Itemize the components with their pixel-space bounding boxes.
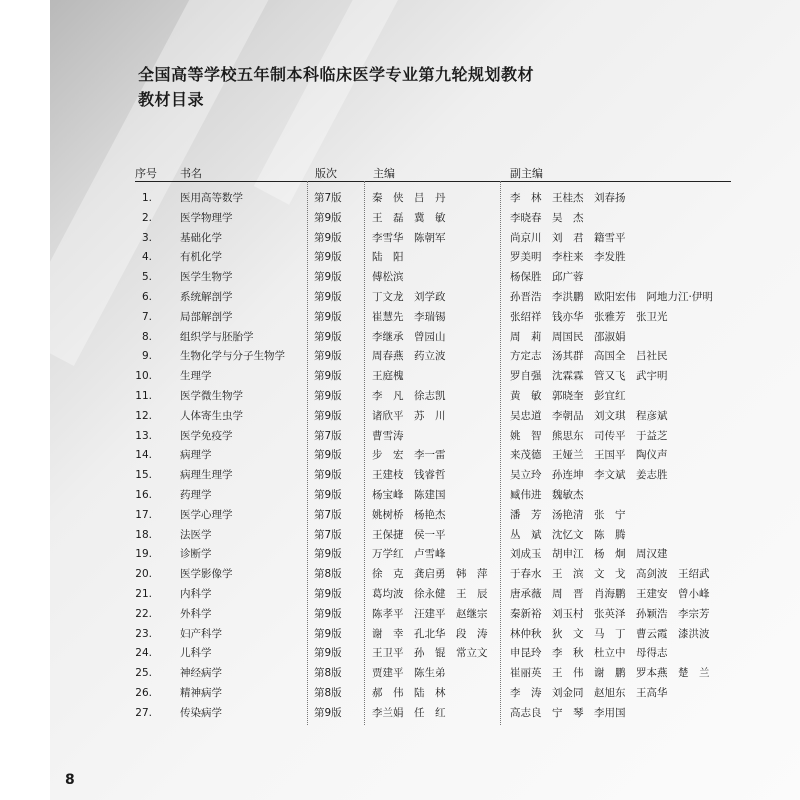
row-number: 21. bbox=[135, 588, 152, 600]
chief-editors: 王保捷 侯一平 bbox=[372, 528, 446, 541]
row-number: 1. bbox=[141, 192, 152, 204]
deputy-editors: 杨保胜 邱广蓉 bbox=[510, 271, 584, 284]
edition: 第9版 bbox=[314, 211, 342, 224]
row-number: 5. bbox=[141, 271, 152, 284]
deputy-editors: 申昆玲 李 秋 杜立中 母得志 bbox=[510, 647, 668, 660]
header-editor: 主编 bbox=[373, 167, 395, 180]
book-title: 系统解剖学 bbox=[180, 291, 233, 303]
chief-editors: 曹雪涛 bbox=[372, 429, 404, 442]
chief-editors: 周春燕 药立波 bbox=[372, 350, 446, 363]
deputy-editors: 崔丽英 王 伟 谢 鹏 罗本燕 楚 兰 bbox=[510, 667, 710, 680]
edition: 第7版 bbox=[314, 508, 342, 521]
edition: 第9版 bbox=[314, 251, 342, 264]
chief-editors: 王庭槐 bbox=[372, 370, 404, 383]
edition: 第9版 bbox=[314, 489, 342, 501]
row-number: 11. bbox=[135, 390, 152, 402]
book-title: 医学心理学 bbox=[180, 508, 233, 521]
book-title: 妇产科学 bbox=[180, 627, 222, 640]
row-number: 15. bbox=[135, 469, 152, 482]
chief-editors: 陆 阳 bbox=[372, 251, 404, 264]
edition: 第7版 bbox=[314, 192, 342, 204]
edition: 第9版 bbox=[314, 627, 342, 640]
book-title: 基础化学 bbox=[180, 231, 222, 244]
row-number: 6. bbox=[141, 291, 152, 303]
row-number: 9. bbox=[141, 350, 152, 363]
book-title: 人体寄生虫学 bbox=[180, 409, 243, 422]
deputy-editors: 姚 智 熊思东 司传平 于益芝 bbox=[510, 429, 668, 442]
chief-editors: 杨宝峰 陈建国 bbox=[372, 489, 446, 501]
chief-editors: 丁文龙 刘学政 bbox=[372, 291, 446, 303]
edition: 第9版 bbox=[314, 449, 342, 462]
deputy-editors: 方定志 汤其群 高国全 吕社民 bbox=[510, 350, 668, 363]
deputy-editors: 李晓春 吴 杰 bbox=[510, 211, 584, 224]
chief-editors: 崔慧先 李瑞锡 bbox=[372, 310, 446, 323]
chief-editors: 万学红 卢雪峰 bbox=[372, 548, 446, 561]
book-title: 有机化学 bbox=[180, 251, 222, 264]
edition: 第9版 bbox=[314, 350, 342, 363]
edition: 第7版 bbox=[314, 528, 342, 541]
row-number: 25. bbox=[135, 667, 152, 680]
deputy-editors: 来茂德 王娅兰 王国平 陶仪声 bbox=[510, 449, 668, 462]
deputy-editors: 尚京川 刘 君 籍雪平 bbox=[510, 231, 626, 244]
book-title: 医学影像学 bbox=[180, 568, 233, 581]
edition: 第9版 bbox=[314, 706, 342, 719]
edition: 第9版 bbox=[314, 607, 342, 620]
book-title: 传染病学 bbox=[180, 706, 222, 719]
edition: 第9版 bbox=[314, 330, 342, 343]
edition: 第9版 bbox=[314, 469, 342, 482]
book-title: 外科学 bbox=[180, 607, 212, 620]
chief-editors: 李雪华 陈朝军 bbox=[372, 231, 446, 244]
book-title: 精神病学 bbox=[180, 687, 222, 699]
row-number: 8. bbox=[141, 330, 152, 343]
left-margin bbox=[0, 0, 50, 800]
edition: 第8版 bbox=[314, 568, 342, 581]
book-title: 组织学与胚胎学 bbox=[180, 330, 254, 343]
header-book: 书名 bbox=[180, 167, 202, 180]
row-number: 7. bbox=[141, 310, 152, 323]
book-title: 法医学 bbox=[180, 528, 212, 541]
column-divider bbox=[500, 181, 501, 725]
row-number: 22. bbox=[135, 607, 152, 620]
header-no: 序号 bbox=[135, 167, 157, 180]
chief-editors: 秦 侠 吕 丹 bbox=[372, 192, 446, 204]
row-number: 26. bbox=[135, 687, 152, 699]
deputy-editors: 丛 斌 沈忆文 陈 腾 bbox=[510, 528, 626, 541]
chief-editors: 李 凡 徐志凯 bbox=[372, 390, 446, 402]
deputy-editors: 罗美明 李柱来 李发胜 bbox=[510, 251, 626, 264]
column-divider bbox=[307, 181, 308, 725]
page-subtitle: 教材目录 bbox=[138, 90, 205, 109]
book-title: 医学免疫学 bbox=[180, 429, 233, 442]
row-number: 20. bbox=[135, 568, 152, 581]
edition: 第7版 bbox=[314, 429, 342, 442]
book-title: 儿科学 bbox=[180, 647, 212, 660]
chief-editors: 李继承 曾园山 bbox=[372, 330, 446, 343]
row-number: 17. bbox=[135, 508, 152, 521]
chief-editors: 徐 克 龚启勇 韩 萍 bbox=[372, 568, 488, 581]
book-title: 诊断学 bbox=[180, 548, 212, 561]
chief-editors: 李兰娟 任 红 bbox=[372, 706, 446, 719]
edition: 第8版 bbox=[314, 687, 342, 699]
deputy-editors: 秦新裕 刘玉村 张英泽 孙颖浩 李宗芳 bbox=[510, 607, 710, 620]
row-number: 16. bbox=[135, 489, 152, 501]
row-number: 27. bbox=[135, 706, 152, 719]
deputy-editors: 孙晋浩 李洪鹏 欧阳宏伟 阿地力江·伊明 bbox=[510, 291, 713, 303]
row-number: 14. bbox=[135, 449, 152, 462]
deputy-editors: 于春水 王 滨 文 戈 高剑波 王绍武 bbox=[510, 568, 710, 581]
deputy-editors: 高志良 宁 琴 李用国 bbox=[510, 706, 626, 719]
deputy-editors: 罗自强 沈霖霖 管又飞 武宇明 bbox=[510, 370, 668, 383]
book-title: 医学生物学 bbox=[180, 271, 233, 284]
row-number: 19. bbox=[135, 548, 152, 561]
row-number: 2. bbox=[141, 211, 152, 224]
row-number: 13. bbox=[135, 429, 152, 442]
chief-editors: 王卫平 孙 锟 常立文 bbox=[372, 647, 488, 660]
edition: 第9版 bbox=[314, 647, 342, 660]
page-number: 8 bbox=[65, 772, 75, 788]
chief-editors: 陈孝平 汪建平 赵继宗 bbox=[372, 607, 488, 620]
chief-editors: 贾建平 陈生弟 bbox=[372, 667, 446, 680]
deputy-editors: 刘成玉 胡申江 杨 炯 周汉建 bbox=[510, 548, 668, 561]
deputy-editors: 唐承薇 周 晋 肖海鹏 王建安 曾小峰 bbox=[510, 588, 710, 600]
chief-editors: 王 磊 冀 敏 bbox=[372, 211, 446, 224]
chief-editors: 谢 幸 孔北华 段 涛 bbox=[372, 627, 488, 640]
chief-editors: 傅松滨 bbox=[372, 271, 404, 284]
edition: 第9版 bbox=[314, 370, 342, 383]
book-title: 医用高等数学 bbox=[180, 192, 243, 204]
header-edition: 版次 bbox=[315, 167, 337, 180]
row-number: 23. bbox=[135, 627, 152, 640]
book-title: 医学微生物学 bbox=[180, 390, 243, 402]
chief-editors: 葛均波 徐永健 王 辰 bbox=[372, 588, 488, 600]
book-title: 生物化学与分子生物学 bbox=[180, 350, 285, 363]
row-number: 10. bbox=[135, 370, 152, 383]
chief-editors: 王建枝 钱睿哲 bbox=[372, 469, 446, 482]
book-title: 局部解剖学 bbox=[180, 310, 233, 323]
row-number: 4. bbox=[141, 251, 152, 264]
edition: 第9版 bbox=[314, 390, 342, 402]
deputy-editors: 黄 敏 郭晓奎 彭宜红 bbox=[510, 390, 626, 402]
edition: 第9版 bbox=[314, 409, 342, 422]
chief-editors: 诸欣平 苏 川 bbox=[372, 409, 446, 422]
lighting-band bbox=[254, 0, 486, 205]
book-title: 神经病学 bbox=[180, 667, 222, 680]
chief-editors: 姚树桥 杨艳杰 bbox=[372, 508, 446, 521]
deputy-editors: 李 林 王桂杰 刘春扬 bbox=[510, 192, 626, 204]
column-divider bbox=[364, 181, 365, 725]
book-title: 医学物理学 bbox=[180, 211, 233, 224]
book-title: 内科学 bbox=[180, 588, 212, 600]
deputy-editors: 周 莉 周国民 邵淑娟 bbox=[510, 330, 626, 343]
edition: 第9版 bbox=[314, 291, 342, 303]
deputy-editors: 吴立玲 孙连坤 李文斌 姜志胜 bbox=[510, 469, 668, 482]
header-deputy: 副主编 bbox=[510, 167, 543, 180]
book-title: 病理生理学 bbox=[180, 469, 233, 482]
edition: 第9版 bbox=[314, 231, 342, 244]
deputy-editors: 李 涛 刘金同 赵旭东 王高华 bbox=[510, 687, 668, 699]
edition: 第9版 bbox=[314, 271, 342, 284]
deputy-editors: 林仲秋 狄 文 马 丁 曹云霞 漆洪波 bbox=[510, 627, 710, 640]
edition: 第9版 bbox=[314, 588, 342, 600]
edition: 第8版 bbox=[314, 667, 342, 680]
chief-editors: 步 宏 李一雷 bbox=[372, 449, 446, 462]
page-title: 全国高等学校五年制本科临床医学专业第九轮规划教材 bbox=[138, 65, 535, 84]
deputy-editors: 张绍祥 钱亦华 张雅芳 张卫光 bbox=[510, 310, 668, 323]
chief-editors: 郝 伟 陆 林 bbox=[372, 687, 446, 699]
row-number: 24. bbox=[135, 647, 152, 660]
row-number: 12. bbox=[135, 409, 152, 422]
deputy-editors: 潘 芳 汤艳清 张 宁 bbox=[510, 508, 626, 521]
deputy-editors: 吴忠道 李朝品 刘文琪 程彦斌 bbox=[510, 409, 668, 422]
edition: 第9版 bbox=[314, 548, 342, 561]
header-rule bbox=[135, 181, 731, 182]
row-number: 3. bbox=[141, 231, 152, 244]
book-title: 病理学 bbox=[180, 449, 212, 462]
book-title: 药理学 bbox=[180, 489, 212, 501]
edition: 第9版 bbox=[314, 310, 342, 323]
deputy-editors: 臧伟进 魏敏杰 bbox=[510, 489, 584, 501]
book-title: 生理学 bbox=[180, 370, 212, 383]
row-number: 18. bbox=[135, 528, 152, 541]
